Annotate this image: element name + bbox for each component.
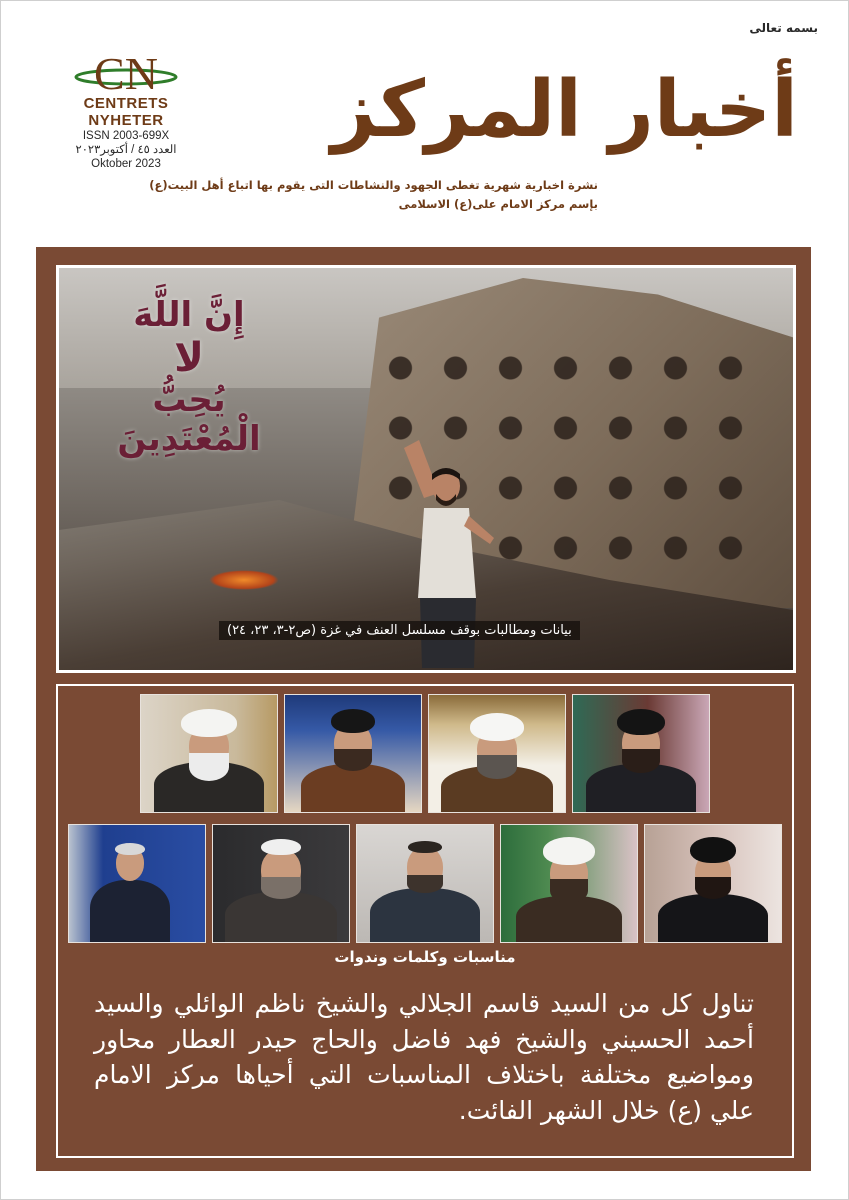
logo-name: CENTRETS NYHETER bbox=[83, 95, 169, 129]
speaker-photo-3 bbox=[428, 694, 566, 813]
fire bbox=[209, 570, 279, 590]
hero-photo bbox=[56, 265, 796, 673]
issue-month: Oktober 2023 bbox=[91, 158, 161, 170]
speaker-photo-4 bbox=[572, 694, 710, 813]
verse-line-1: إِنَّ اللَّهَ bbox=[133, 295, 245, 335]
tagline-line-1: نشرة اخبارية شهرية تغطى الجهود والنشاطات التى يقوم بها اتباع أهل البيت(ع) bbox=[149, 178, 598, 192]
quran-verse bbox=[79, 296, 299, 459]
basmala: بسمه تعالى bbox=[749, 21, 818, 35]
logo-block bbox=[51, 49, 201, 171]
speaker-photo-2 bbox=[284, 694, 422, 813]
speaker-photo-8 bbox=[500, 824, 638, 943]
speaker-photo-1 bbox=[140, 694, 278, 813]
issue-number-arabic: العدد ٤٥ / أكتوبر٢٠٢٣ bbox=[75, 144, 177, 156]
cn-logo-icon bbox=[71, 49, 181, 97]
events-box bbox=[56, 684, 794, 1158]
verse-line-3: يُحِبُّ الْمُعْتَدِينَ bbox=[117, 380, 261, 460]
events-title: مناسبات وكلمات وندوات bbox=[334, 948, 516, 966]
speaker-photo-6 bbox=[212, 824, 350, 943]
speaker-photo-9 bbox=[644, 824, 782, 943]
tagline-line-2: بإسم مركز الامام على(ع) الاسلامى bbox=[398, 197, 598, 211]
speaker-photo-5 bbox=[68, 824, 206, 943]
issn: ISSN 2003-699X bbox=[82, 130, 170, 142]
logo-mark: CN bbox=[94, 49, 158, 97]
content-frame bbox=[36, 247, 811, 1171]
tagline bbox=[149, 176, 598, 214]
verse-line-2: لا bbox=[174, 335, 204, 382]
speaker-photo-7 bbox=[356, 824, 494, 943]
masthead-title: أخبار المركز bbox=[331, 65, 798, 155]
hero-caption: بيانات ومطالبات بوقف مسلسل العنف في غزة (ص٢-٣، ٢٣، ٢٤) bbox=[219, 621, 580, 640]
events-body: تناول كل من السيد قاسم الجلالي والشيخ ناظم الوائلي والسيد أحمد الحسيني والشيخ فهد فاضل والحاج حيدر العطار محاور ومواضيع مختلفة باختلاف المناسبات التي أحياها مركز الامام علي (ع) خلال الشهر الفائت. bbox=[94, 989, 754, 1125]
